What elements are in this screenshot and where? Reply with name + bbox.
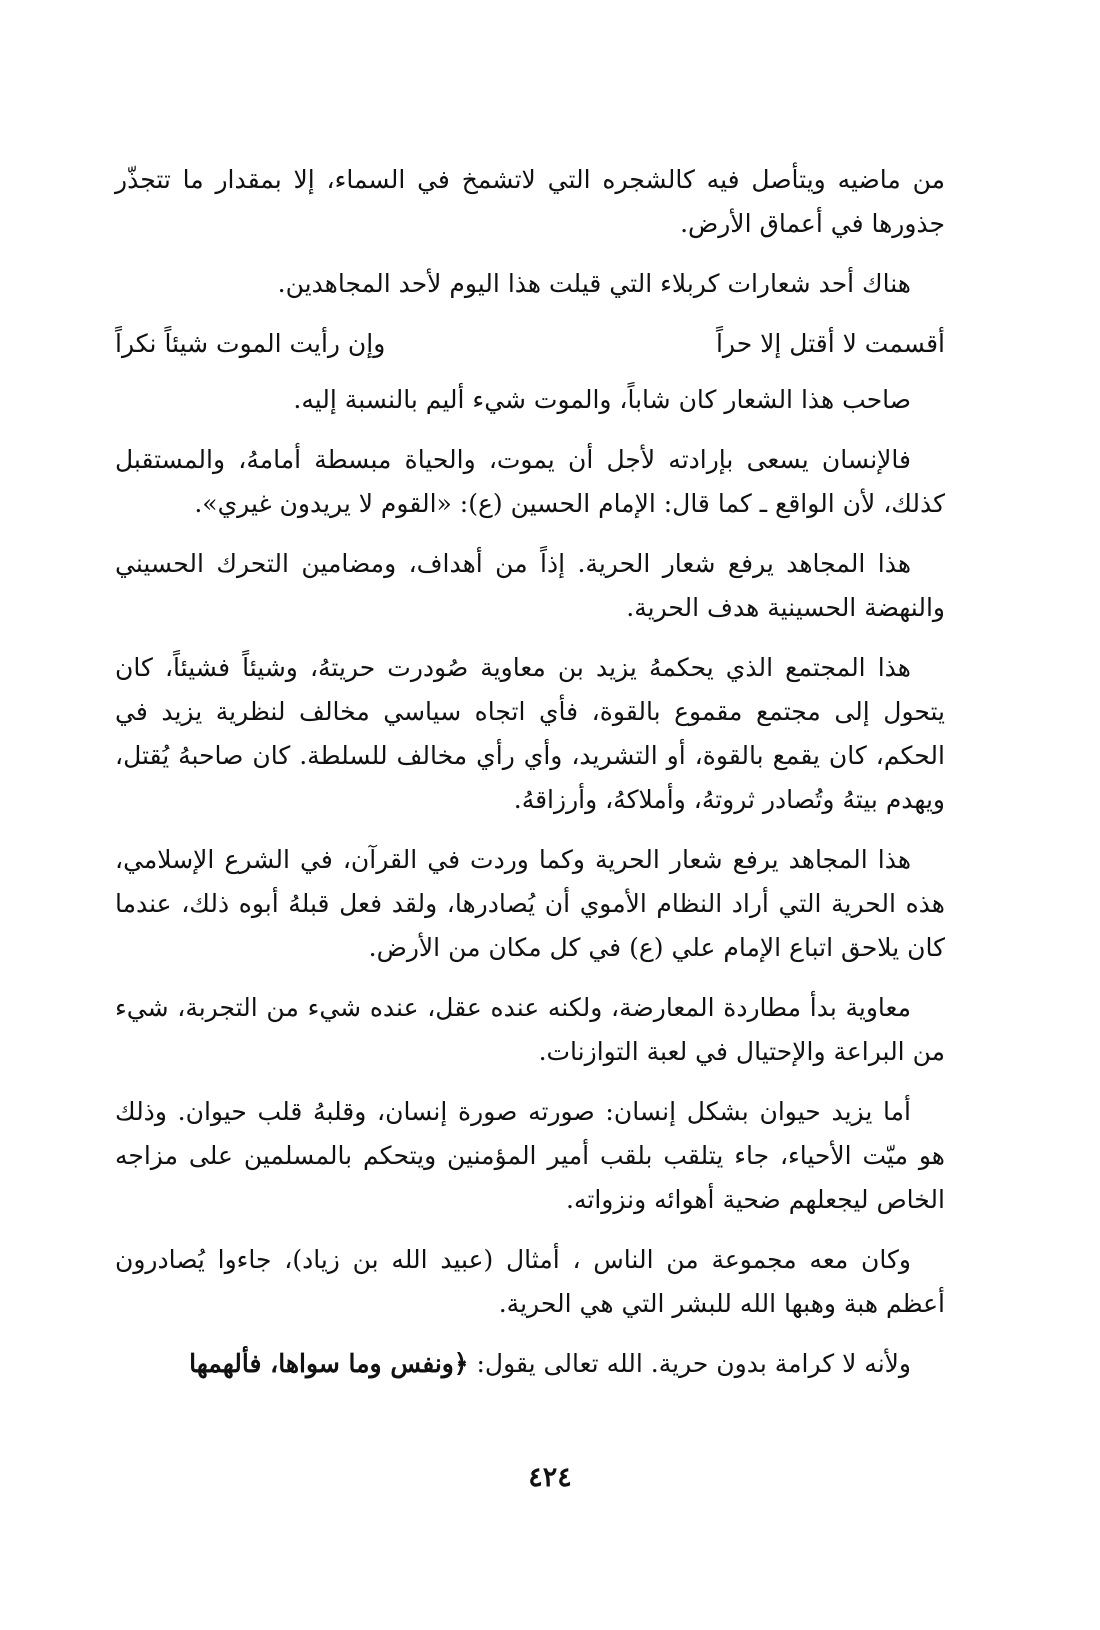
paragraph-10: وكان معه مجموعة من الناس ، أمثال (عبيد الله بن زياد)، جاءوا يُصادرون أعظم هبة وهبها الله للبشر التي هي الحرية. xyxy=(115,1245,945,1318)
verse-second-hemistich: وإن رأيت الموت شيئاً نكراً xyxy=(115,329,386,358)
paragraph-2: هناك أحد شعارات كربلاء التي قيلت هذا اليوم لأحد المجاهدين. xyxy=(277,269,911,298)
paragraph-6: هذا المجتمع الذي يحكمهُ يزيد بن معاوية صُودرت حريتهُ، وشيئاً فشيئاً، كان يتحول إلى مجتمع مقموع بالقوة، فأي اتجاه سياسي مخالف لنظرية يزيد في الحكم، كان يقمع بالقوة، أو التشريد، وأي رأي مخالف للسلطة. كان صاحبهُ يُقتل، ويهدم بيتهُ وتُصادر ثروتهُ، وأملاكهُ، وأرزاقهُ. xyxy=(115,653,945,814)
paragraph-7: هذا المجاهد يرفع شعار الحرية وكما وردت في القرآن، في الشرع الإسلامي، هذه الحرية التي أراد النظام الأموي أن يُصادرها، ولقد فعل قبلهُ أبوه ذلك، عندما كان يلاحق اتباع الإمام علي (ع) في كل مكان من الأرض. xyxy=(115,845,945,962)
poetry-verse xyxy=(115,322,945,366)
page-body xyxy=(115,158,945,1386)
paragraph-9: أما يزيد حيوان بشكل إنسان: صورته صورة إنسان، وقلبهُ قلب حيوان. وذلك هو ميّت الأحياء، جاء يتلقب بلقب أمير المؤمنين ويتحكم بالمسلمين على مزاجه الخاص ليجعلهم ضحية أهوائه ونزواته. xyxy=(115,1097,945,1214)
paragraph-3: صاحب هذا الشعار كان شاباً، والموت شيء أليم بالنسبة إليه. xyxy=(293,385,911,414)
verse-first-hemistich: أقسمت لا أقتل إلا حراً xyxy=(715,329,945,358)
paragraph-5: هذا المجاهد يرفع شعار الحرية. إذاً من أهداف، ومضامين التحرك الحسيني والنهضة الحسينية هدف الحرية. xyxy=(115,549,945,622)
paragraph-1: من ماضيه ويتأصل فيه كالشجره التي لاتشمخ في السماء، إلا بمقدار ما تتجذّر جذورها في أعماق الأرض. xyxy=(115,165,945,238)
paragraph-11 xyxy=(115,1342,945,1386)
paragraph-4: فالإنسان يسعى بإرادته لأجل أن يموت، والحياة مبسطة أمامهُ، والمستقبل كذلك، لأن الواقع ـ كما قال: الإمام الحسين (ع): «القوم لا يريدون غيري». xyxy=(115,445,945,518)
quran-quote: ﴿ونفس وما سواها، فألهمها xyxy=(189,1349,469,1378)
paragraph-8: معاوية بدأ مطاردة المعارضة، ولكنه عنده عقل، عنده شيء من التجربة، شيء من البراعة والإحتيال في لعبة التوازنات. xyxy=(115,993,945,1066)
paragraph-11-text: ولأنه لا كرامة بدون حرية. الله تعالى يقول: xyxy=(468,1349,911,1378)
page-number: ٤٢٤ xyxy=(528,1462,572,1493)
